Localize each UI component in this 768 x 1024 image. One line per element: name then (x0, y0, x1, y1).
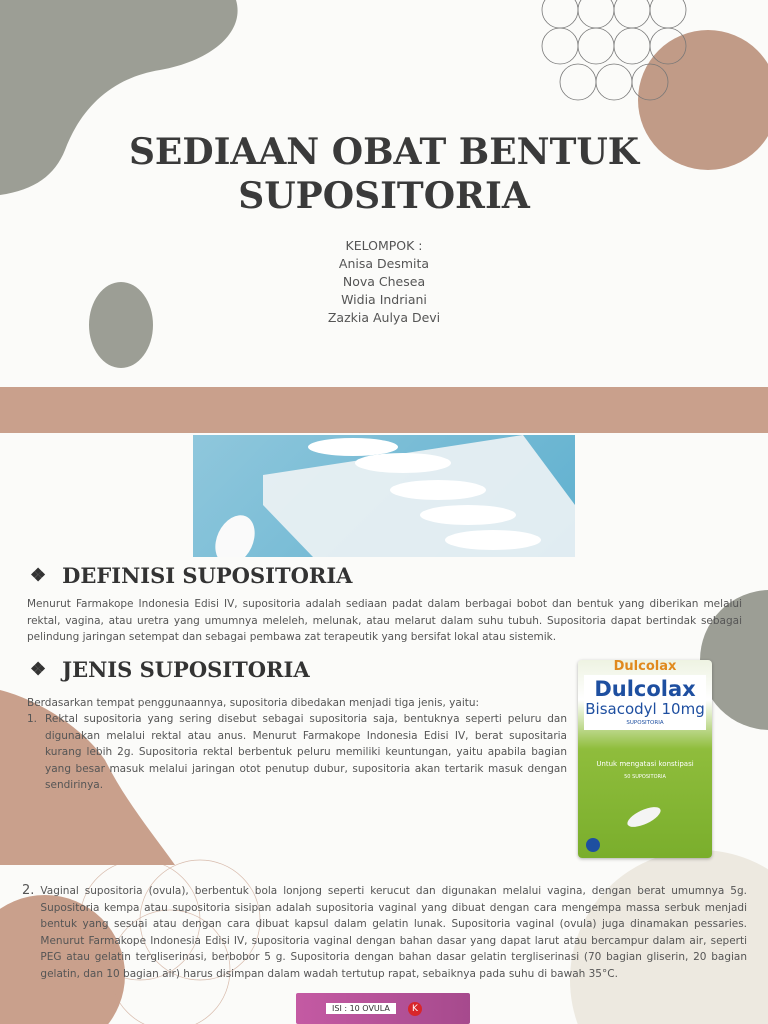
member-name: Widia Indriani (341, 292, 427, 307)
list-item-2 (22, 883, 747, 982)
diamond-bullet-icon: ❖ (30, 659, 47, 680)
dulcolax-box (578, 660, 712, 858)
types-intro: Berdasarkan tempat penggunaannya, supositoria dibedakan menjadi tiga jenis, yaitu: (27, 697, 480, 709)
box-count: 50 SUPOSITORIA (624, 774, 666, 780)
types-heading-text: JENIS SUPOSITORIA (62, 657, 310, 682)
member-name: Nova Chesea (342, 274, 426, 289)
list-number: 2. (22, 883, 35, 898)
ovula-box (296, 993, 470, 1024)
group-label: KELOMPOK : (345, 238, 423, 253)
group-members (0, 237, 768, 327)
list-number: 1. (27, 713, 38, 725)
list-item-1 (27, 711, 567, 794)
diamond-bullet-icon: ❖ (30, 565, 47, 586)
title-line-2: SUPOSITORIA (238, 175, 530, 217)
member-name: Anisa Desmita (338, 256, 430, 271)
types-heading (30, 657, 310, 682)
box-form: SUPOSITORIA (626, 720, 664, 726)
tan-band (0, 387, 768, 433)
page-title (0, 130, 768, 218)
list-item-text: Vaginal supositoria (ovula), berbentuk bola lonjong seperti kerucut dan digunakan melalui vagina, dengan berat umumnya 5g. Supositoria kempa atau supositoria sisipan adalah supositoria vaginal yang dibuat dengan cara mengempa massa serbuk menjadi bentuk yang sesuai atau dengan cara dibuat kapsul dalam gelatin lunak. Supositoria vaginal (ovula) juga dinamakan pessaries. Menurut Farmakope Indonesia Edisi IV, supositoria vaginal dengan bahan dasar yang dapat larut atau bercampur dalam air, seperti PEG atau gelatin tergliserinasi, berbobor 5 g. Supositoria dengan bahan dasar gelatin tergliserinasi (70 bagian gliserin, 20 bagian gelatin, dan 10 bagian air) harus disimpan dalam wadah tertutup rapat, sebaiknya pada suhu di bawah 35°C. (40, 885, 747, 980)
box-brand: Dulcolax (594, 677, 696, 701)
definition-heading (30, 563, 352, 588)
definition-heading-text: DEFINISI SUPOSITORIA (62, 563, 353, 588)
box-logo-dot (586, 838, 600, 852)
box-ingredient: Bisacodyl 10mg (585, 700, 705, 718)
box-label (584, 675, 706, 730)
suppository-photo (193, 435, 575, 557)
list-item-text: Rektal supositoria yang sering disebut sebagai supositoria saja, bentuknya seperti peluru dan digunakan melalui rektal atau anus. Menurut Farmakope Indonesia Edisi IV, berat supositaria kurang lebih 2g. Supositoria rektal berbentuk peluru memiliki keuntungan, yaitu apabila bagian yang besar masuk melalui jaringan otot penutup dubur, supositoria akan tertarik masuk dengan sendirinya. (45, 713, 567, 791)
kalbe-logo-icon: K (408, 1002, 422, 1016)
ovula-label: ISI : 10 OVULA (326, 1003, 396, 1014)
definition-paragraph: Menurut Farmakope Indonesia Edisi IV, supositoria adalah sediaan padat dalam berbagai bobot dan bentuk yang diberikan melalui rektal, vagina, atau uretra yang umumnya meleleh, melunak, atau melarut dalam suhu tubuh. Supositoria dapat bertindak sebagai pelindung jaringan setempat dan sebagai pembawa zat terapeutik yang bersifat lokal atau sistemik. (27, 598, 742, 643)
box-indication: Untuk mengatasi konstipasi (596, 760, 694, 768)
box-top-brand: Dulcolax (613, 660, 677, 674)
title-line-1: SEDIAAN OBAT BENTUK (128, 131, 640, 173)
box-suppository-image (625, 803, 664, 831)
suppository-illustration (193, 435, 575, 557)
member-name: Zazkia Aulya Devi (327, 310, 441, 325)
